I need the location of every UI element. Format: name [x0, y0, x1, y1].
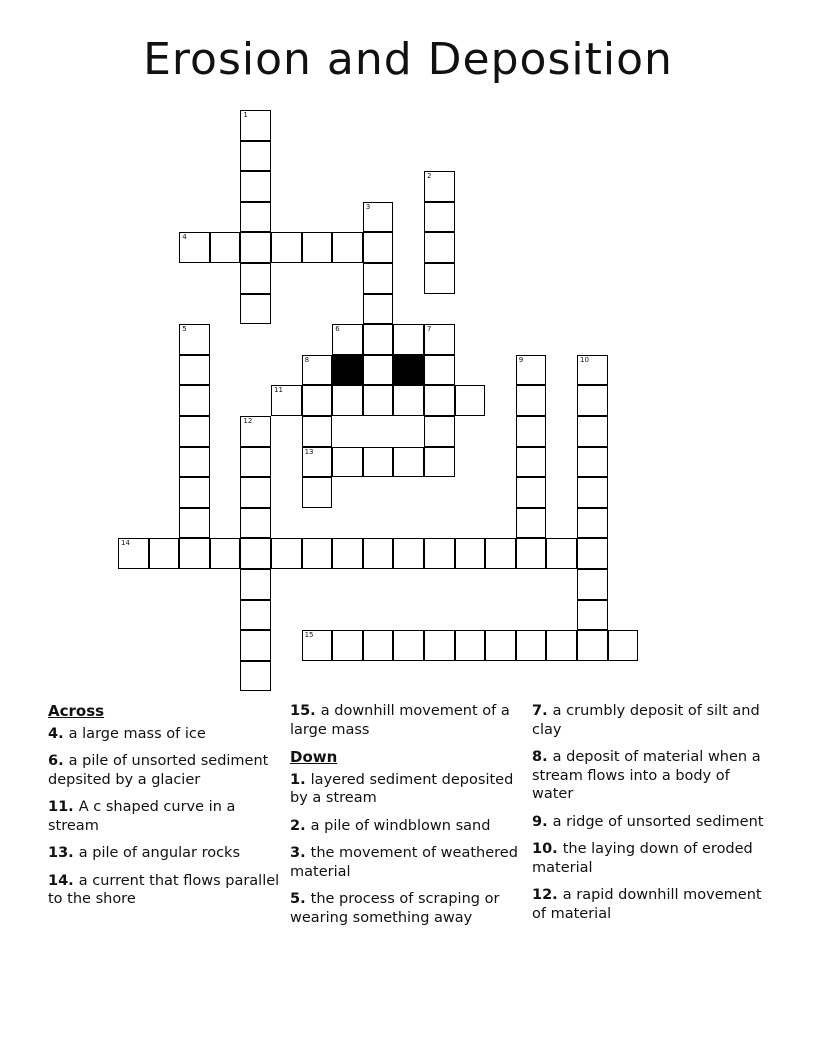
- grid-cell[interactable]: [332, 385, 363, 416]
- clue: [532, 702, 764, 739]
- grid-cell[interactable]: [516, 385, 547, 416]
- grid-cell[interactable]: [455, 385, 486, 416]
- grid-cell[interactable]: [424, 202, 455, 233]
- grid-cell[interactable]: [363, 232, 394, 263]
- grid-cell[interactable]: [455, 538, 486, 569]
- grid-cell[interactable]: [363, 202, 394, 233]
- clue-text: the laying down of eroded material: [532, 841, 753, 876]
- clue-text: a downhill movement of a large mass: [290, 703, 510, 738]
- clue-column-3: [532, 702, 764, 932]
- grid-cell[interactable]: [271, 232, 302, 263]
- grid-cell[interactable]: [577, 600, 608, 631]
- grid-cell[interactable]: [240, 232, 271, 263]
- grid-cell[interactable]: [332, 630, 363, 661]
- grid-cell[interactable]: [393, 324, 424, 355]
- clue-text: a large mass of ice: [68, 725, 206, 742]
- clue-label-number: 12.: [532, 887, 563, 903]
- grid-cell[interactable]: [240, 508, 271, 539]
- grid-cell[interactable]: [363, 385, 394, 416]
- puzzle-title: Erosion and Deposition: [143, 34, 673, 85]
- clue-column-1: [48, 702, 280, 918]
- clue-label-number: 6.: [48, 753, 69, 769]
- grid-cell[interactable]: [424, 263, 455, 294]
- grid-cell[interactable]: [577, 447, 608, 478]
- clue-number: 9: [518, 355, 524, 364]
- clue: [532, 840, 764, 877]
- grid-cell[interactable]: [363, 263, 394, 294]
- grid-cell[interactable]: [424, 447, 455, 478]
- grid-cell[interactable]: [424, 355, 455, 386]
- grid-cell[interactable]: [179, 508, 210, 539]
- grid-cell[interactable]: [577, 416, 608, 447]
- grid-cell[interactable]: [179, 477, 210, 508]
- clue: [532, 748, 764, 804]
- grid-cell[interactable]: [302, 477, 333, 508]
- grid-cell[interactable]: [302, 355, 333, 386]
- clue-label-number: 14.: [48, 872, 79, 889]
- grid-cell[interactable]: [393, 447, 424, 478]
- grid-cell[interactable]: [240, 263, 271, 294]
- clue-number: 7: [427, 325, 432, 334]
- grid-cell[interactable]: [363, 294, 394, 325]
- grid-cell[interactable]: [240, 630, 271, 661]
- grid-cell[interactable]: [455, 630, 486, 661]
- grid-cell[interactable]: [179, 324, 210, 355]
- grid-cell[interactable]: [577, 538, 608, 569]
- clue-label-number: 4.: [48, 725, 69, 742]
- grid-cell[interactable]: [271, 538, 302, 569]
- grid-cell[interactable]: [516, 447, 547, 478]
- grid-cell[interactable]: [516, 630, 547, 661]
- clue-text: a crumbly deposit of silt and clay: [532, 703, 760, 738]
- grid-cell[interactable]: [302, 538, 333, 569]
- grid-cell[interactable]: [393, 630, 424, 661]
- clue-number: 6: [335, 325, 340, 334]
- grid-cell[interactable]: [118, 538, 149, 569]
- grid-cell[interactable]: [577, 569, 608, 600]
- grid-cell[interactable]: [393, 385, 424, 416]
- grid-cell[interactable]: [363, 324, 394, 355]
- grid-cell[interactable]: [424, 385, 455, 416]
- grid-cell[interactable]: [210, 232, 241, 263]
- grid-cell[interactable]: [577, 477, 608, 508]
- grid-cell[interactable]: [424, 171, 455, 202]
- clue-text: a rapid downhill movement of material: [532, 887, 762, 922]
- grid-cell[interactable]: [516, 508, 547, 539]
- clue: [48, 872, 280, 909]
- grid-cell[interactable]: [332, 538, 363, 569]
- grid-cell[interactable]: [179, 447, 210, 478]
- clue: [290, 817, 522, 836]
- clue-text: a current that flows parallel to the shore: [48, 872, 280, 907]
- clue-number: 8: [304, 355, 310, 364]
- clue-number: 15: [304, 631, 314, 640]
- grid-cell[interactable]: [179, 232, 210, 263]
- grid-cell[interactable]: [332, 447, 363, 478]
- clue: [532, 813, 764, 832]
- clue-text: the movement of weathered material: [290, 845, 518, 880]
- across-heading: Across: [48, 702, 105, 720]
- clue: [48, 844, 280, 863]
- grid-cell[interactable]: [240, 416, 271, 447]
- grid-cell[interactable]: [516, 416, 547, 447]
- grid-cell[interactable]: [149, 538, 180, 569]
- down-heading: Down: [290, 748, 338, 766]
- clue-label-number: 7.: [532, 703, 553, 719]
- grid-cell[interactable]: [302, 385, 333, 416]
- clue: [48, 725, 280, 744]
- clue-number: 1: [243, 111, 248, 119]
- grid-cell[interactable]: [393, 538, 424, 569]
- grid-cell[interactable]: [179, 385, 210, 416]
- grid-cell[interactable]: [302, 416, 333, 447]
- clue: [290, 771, 522, 808]
- clue-number: 3: [365, 202, 371, 211]
- grid-cell[interactable]: [210, 538, 241, 569]
- clue-label-number: 11.: [48, 799, 79, 815]
- clue-label-number: 15.: [290, 703, 321, 719]
- grid-cell[interactable]: [363, 538, 394, 569]
- grid-cell[interactable]: [577, 630, 608, 661]
- grid-cell[interactable]: [485, 630, 516, 661]
- clue: [290, 844, 522, 881]
- clue-text: A c shaped curve in a stream: [48, 799, 236, 834]
- grid-cell[interactable]: [577, 385, 608, 416]
- grid-cell[interactable]: [240, 447, 271, 478]
- clue-number: 13: [304, 447, 314, 456]
- clue-number: 12: [243, 417, 253, 425]
- clue-number: 14: [121, 539, 130, 548]
- grid-cell[interactable]: [577, 508, 608, 539]
- grid-cell[interactable]: [424, 416, 455, 447]
- clue: [290, 702, 522, 739]
- grid-cell[interactable]: [332, 232, 363, 263]
- clue-label-number: 2.: [290, 817, 311, 834]
- grid-cell[interactable]: [363, 630, 394, 661]
- clue-text: layered sediment deposited by a stream: [290, 771, 514, 806]
- grid-cell[interactable]: [179, 416, 210, 447]
- grid-cell[interactable]: [424, 538, 455, 569]
- clue-label-number: 10.: [532, 841, 563, 857]
- grid-cell[interactable]: [240, 294, 271, 325]
- clue-number: 5: [182, 325, 187, 334]
- grid-cell[interactable]: [179, 538, 210, 569]
- grid-cell[interactable]: [546, 630, 577, 661]
- clue-number: 11: [274, 386, 283, 395]
- grid-cell[interactable]: [179, 355, 210, 386]
- grid-cell[interactable]: [240, 569, 271, 600]
- grid-cell[interactable]: [516, 538, 547, 569]
- black-cell: [332, 355, 363, 386]
- clue-text: a deposit of material when a stream flows into a body of water: [532, 749, 761, 802]
- clue-number: 2: [427, 172, 432, 181]
- clue-label-number: 9.: [532, 813, 553, 830]
- grid-cell[interactable]: [302, 447, 333, 478]
- clue-text: the process of scraping or wearing something away: [290, 891, 500, 926]
- grid-cell[interactable]: [271, 385, 302, 416]
- grid-cell[interactable]: [240, 171, 271, 202]
- grid-cell[interactable]: [240, 538, 271, 569]
- grid-cell[interactable]: [485, 538, 516, 569]
- grid-cell[interactable]: [240, 141, 271, 172]
- grid-cell[interactable]: [332, 324, 363, 355]
- clue-text: a pile of unsorted sediment depsited by a glacier: [48, 753, 269, 788]
- grid-cell[interactable]: [302, 630, 333, 661]
- clue-label-number: 13.: [48, 845, 79, 861]
- clue: [48, 752, 280, 789]
- clue-label-number: 3.: [290, 845, 311, 861]
- grid-cell[interactable]: [363, 447, 394, 478]
- clue: [48, 798, 280, 835]
- grid-cell[interactable]: [608, 630, 639, 661]
- grid-cell[interactable]: [546, 538, 577, 569]
- grid-cell[interactable]: [424, 630, 455, 661]
- grid-cell[interactable]: [240, 600, 271, 631]
- grid-cell[interactable]: [424, 324, 455, 355]
- grid-cell[interactable]: [240, 477, 271, 508]
- black-cell: [393, 355, 424, 386]
- clue-number: 10: [580, 355, 589, 364]
- grid-cell[interactable]: [240, 202, 271, 233]
- grid-cell[interactable]: [424, 232, 455, 263]
- grid-cell[interactable]: [516, 477, 547, 508]
- grid-cell[interactable]: [363, 355, 394, 386]
- clue-label-number: 1.: [290, 771, 311, 788]
- clue-label-number: 5.: [290, 891, 311, 907]
- grid-cell[interactable]: [302, 232, 333, 263]
- clue-text: a ridge of unsorted sediment: [552, 813, 764, 830]
- grid-cell[interactable]: [240, 110, 271, 141]
- clue-text: a pile of angular rocks: [78, 845, 241, 861]
- clue: [290, 890, 522, 927]
- clue-number: 4: [182, 233, 187, 242]
- grid-cell[interactable]: [516, 355, 547, 386]
- clue-column-2: [290, 702, 522, 936]
- clue-label-number: 8.: [532, 749, 553, 765]
- clue: [532, 886, 764, 923]
- grid-cell[interactable]: [577, 355, 608, 386]
- clue-text: a pile of windblown sand: [310, 817, 491, 834]
- grid-cell[interactable]: [240, 661, 271, 692]
